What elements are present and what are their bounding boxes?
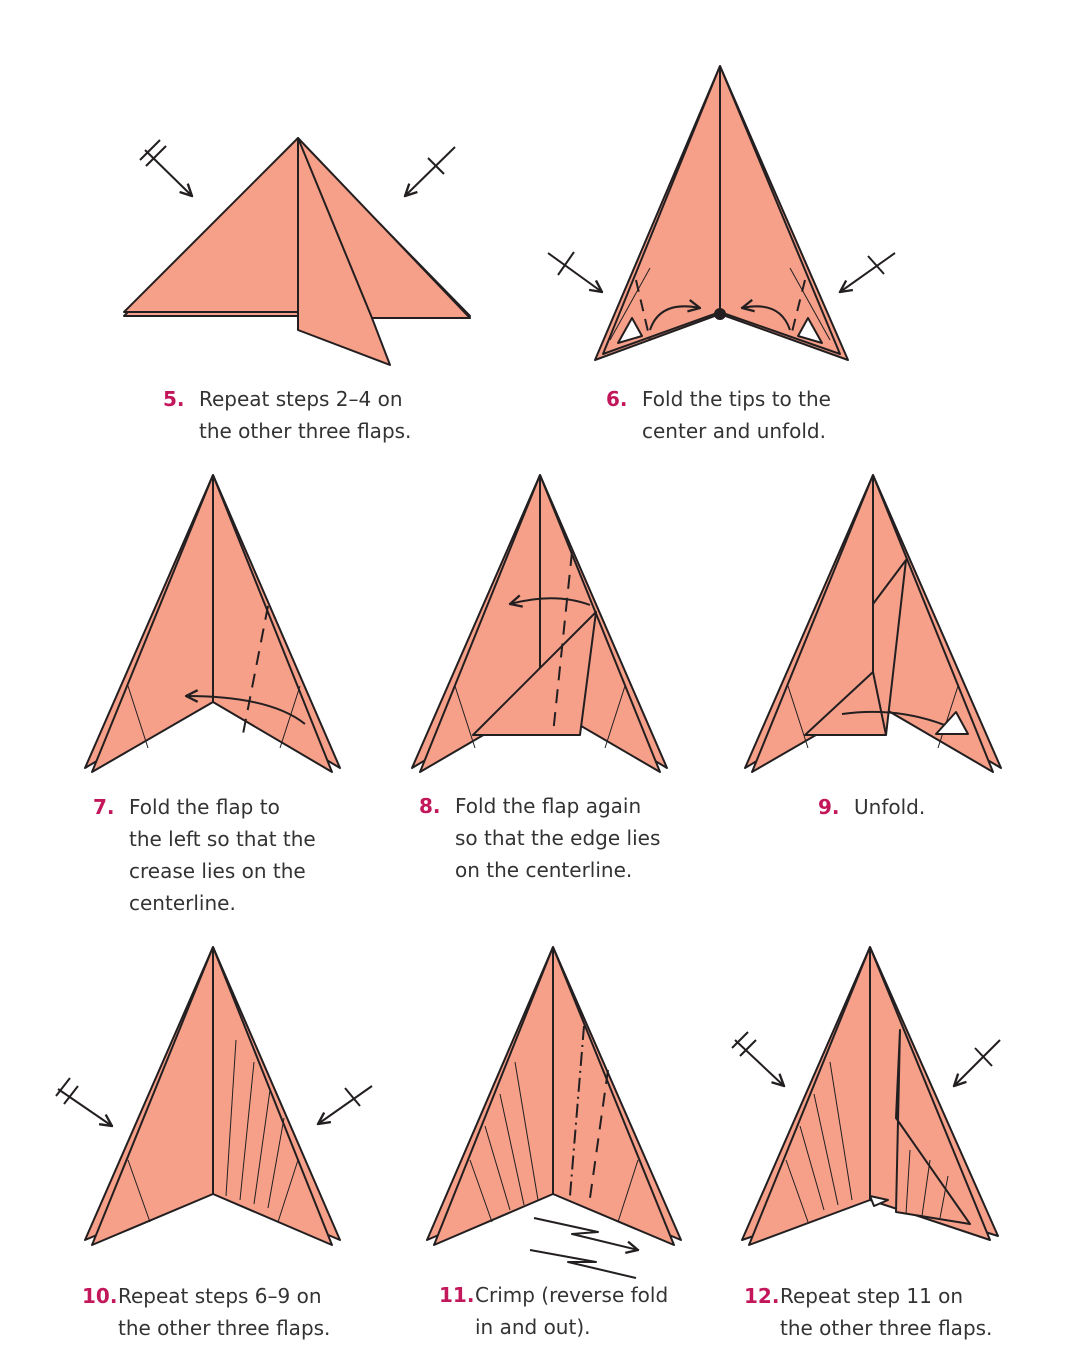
step-8-caption <box>419 790 660 886</box>
step-5-figure <box>124 138 470 365</box>
center-dot <box>715 309 725 319</box>
caption-line: Repeat step 11 on <box>780 1284 964 1308</box>
caption-line: the other three flaps. <box>199 419 412 443</box>
step-11-caption <box>439 1279 668 1343</box>
caption-line: so that the edge lies <box>455 826 661 850</box>
caption-line: Fold the flap to <box>129 795 280 819</box>
caption-line: Crimp (reverse fold <box>475 1283 669 1307</box>
step-8-figure <box>412 475 667 772</box>
caption-line: on the centerline. <box>455 858 633 882</box>
step-6-caption <box>606 383 831 447</box>
caption-line: centerline. <box>129 891 236 915</box>
caption-line: Fold the flap again <box>455 794 642 818</box>
step-number: 12. <box>744 1284 780 1308</box>
step-10-figure <box>56 947 372 1245</box>
caption-line: Fold the tips to the <box>642 387 831 411</box>
step-9-caption <box>818 791 925 823</box>
step-7-figure <box>85 475 340 772</box>
caption-line: Repeat steps 2–4 on <box>199 387 403 411</box>
step-7-caption <box>93 791 316 919</box>
caption-line: center and unfold. <box>642 419 826 443</box>
caption-line: crease lies on the <box>129 859 306 883</box>
caption-line: the other three flaps. <box>118 1316 331 1340</box>
caption-line: the left so that the <box>129 827 316 851</box>
caption-line: in and out). <box>475 1315 591 1339</box>
step-5-caption <box>163 383 411 447</box>
step-9-figure <box>745 475 1001 772</box>
fold-arrow-right <box>405 147 455 196</box>
step-number: 8. <box>419 794 441 818</box>
step-number: 6. <box>606 387 628 411</box>
step-11-figure <box>427 947 681 1278</box>
caption-line: Unfold. <box>854 795 926 819</box>
step-number: 9. <box>818 795 840 819</box>
step-number: 5. <box>163 387 185 411</box>
step-12-figure <box>732 947 1000 1245</box>
step-10-caption <box>82 1280 330 1344</box>
caption-line: the other three flaps. <box>780 1316 993 1340</box>
step-number: 11. <box>439 1283 475 1307</box>
caption-line: Repeat steps 6–9 on <box>118 1284 322 1308</box>
step-12-caption <box>744 1280 992 1344</box>
step-number: 7. <box>93 795 115 819</box>
fold-arrow-left <box>145 150 192 196</box>
step-6-figure <box>548 66 895 360</box>
step-number: 10. <box>82 1284 118 1308</box>
